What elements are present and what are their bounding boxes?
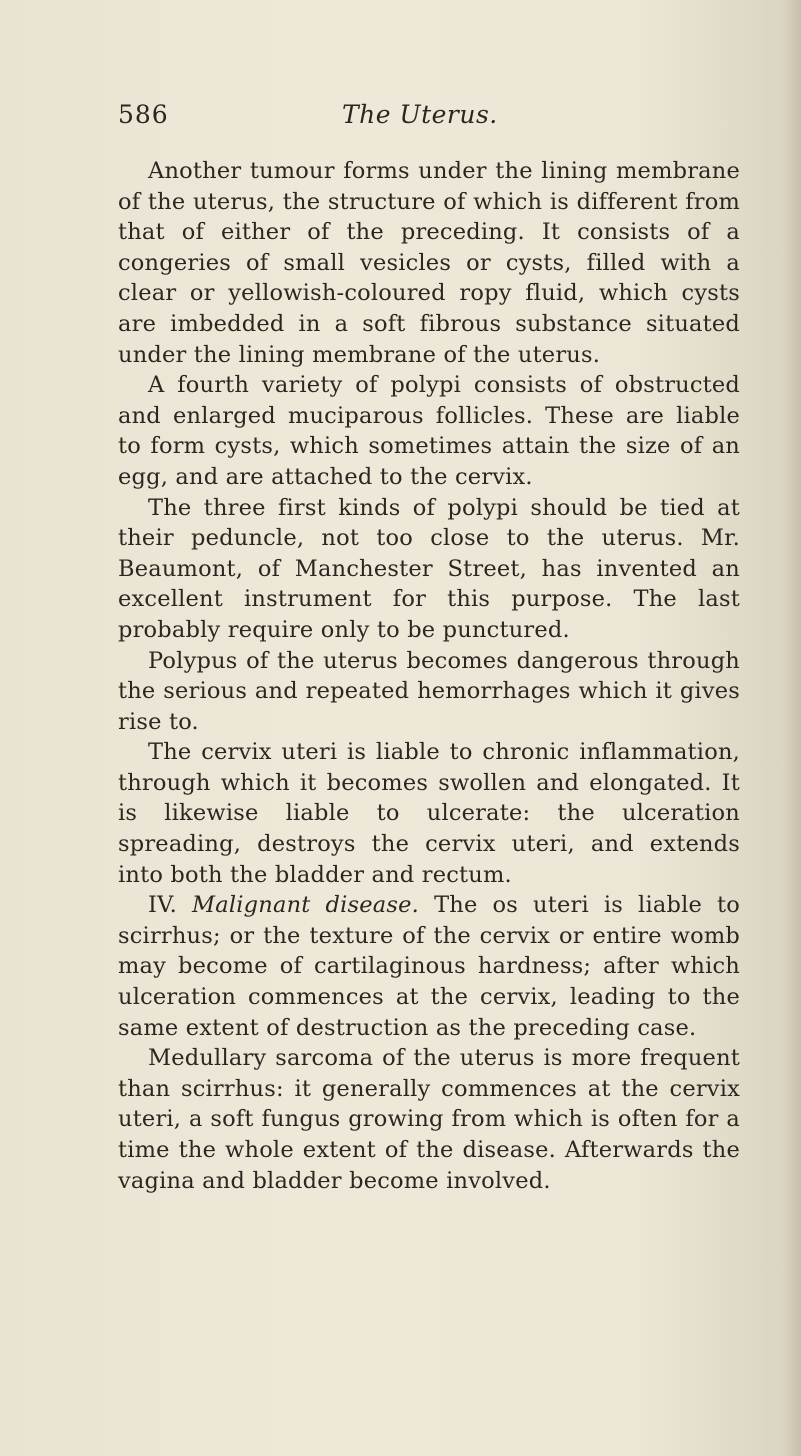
section-text: The os uteri is liable to scirrhus; or the texture of the cervix or entire womb may become of cartilaginous hardness; after which ulceration commences at the cervix, leading to the same extent of destruction as the preceding case. [118,892,741,1041]
section-heading: Malignant disease. [192,892,420,919]
paragraph: Polypus of the uterus becomes dangerous through the serious and repeated hemorrhages which it gives rise to. [118,647,740,735]
running-title: The Uterus. [342,100,498,129]
page-edge-shadow [783,0,801,1456]
paragraph: A fourth variety of polypi consists of obstructed and enlarged muciparous follicles. These are liable to form cysts, which sometimes attain the size of an egg, and are attached to the cervix. [118,372,740,490]
paragraph: The three first kinds of polypi should be tied at their peduncle, not too close to the uterus. Mr. Beaumont, of Manchester Street, has invented an excellent instrument for this purpose. The last probably require only to be punctured. [118,494,740,643]
page-header [118,100,698,134]
paragraph: Medullary sarcoma of the uterus is more frequent than scirrhus: it generally commences at the cervix uteri, a soft fungus growing from which is often for a time the whole extent of the disease. Afterwards the vagina and bladder become involved. [118,1045,740,1194]
section-paragraph [118,890,740,1043]
page-number: 586 [118,100,169,129]
section-number: IV. [148,892,177,919]
body-text [118,156,740,1196]
paragraph: Another tumour forms under the lining membrane of the uterus, the structure of which is different from that of either of the preceding. It consists of a congeries of small vesicles or cysts, filled with a clear or yellowish-coloured ropy fluid, which cysts are imbedded in a soft fibrous substance situated under the lining membrane of the uterus. [118,158,740,368]
paragraph: The cervix uteri is liable to chronic inflammation, through which it becomes swollen and elongated. It is likewise liable to ulcerate: the ulceration spreading, destroys the cervix uteri, and extends into both the bladder and rectum. [118,739,740,888]
